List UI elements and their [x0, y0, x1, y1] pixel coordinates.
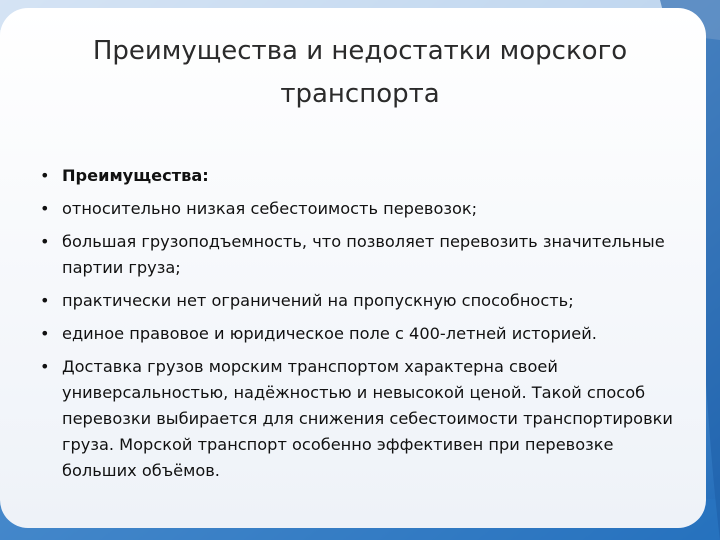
bullet-text: большая грузоподъемность, что позволяет перевозить значительные партии груза; — [62, 232, 665, 277]
bullet-dot-icon: • — [40, 199, 50, 218]
bullet-item — [38, 196, 688, 222]
bullet-item — [38, 229, 688, 281]
bullet-item — [38, 321, 688, 347]
bullet-dot-icon: • — [40, 324, 50, 343]
bullet-text: относительно низкая себестоимость перевозок; — [62, 199, 478, 218]
bullet-text: Преимущества: — [62, 166, 209, 185]
bullet-dot-icon: • — [40, 166, 50, 185]
bullet-dot-icon: • — [40, 291, 50, 310]
bullet-item — [38, 354, 688, 484]
bullet-text: Доставка грузов морским транспортом характерна своей универсальностью, надёжностью и невысокой ценой. Такой способ перевозки выбирается для снижения себестоимости транспортировки груза. Морской транспорт особенно эффективен при перевозке больших объёмов. — [62, 357, 673, 480]
bullet-list — [38, 163, 688, 491]
bullet-text: единое правовое и юридическое поле с 400-летней историей. — [62, 324, 597, 343]
bullet-dot-icon: • — [40, 232, 50, 251]
slide-title: Преимущества и недостатки морского транспорта — [92, 36, 628, 109]
bullet-item — [38, 288, 688, 314]
bullet-dot-icon: • — [40, 357, 50, 376]
bullet-item — [38, 163, 688, 189]
bullet-text: практически нет ограничений на пропускную способность; — [62, 291, 574, 310]
